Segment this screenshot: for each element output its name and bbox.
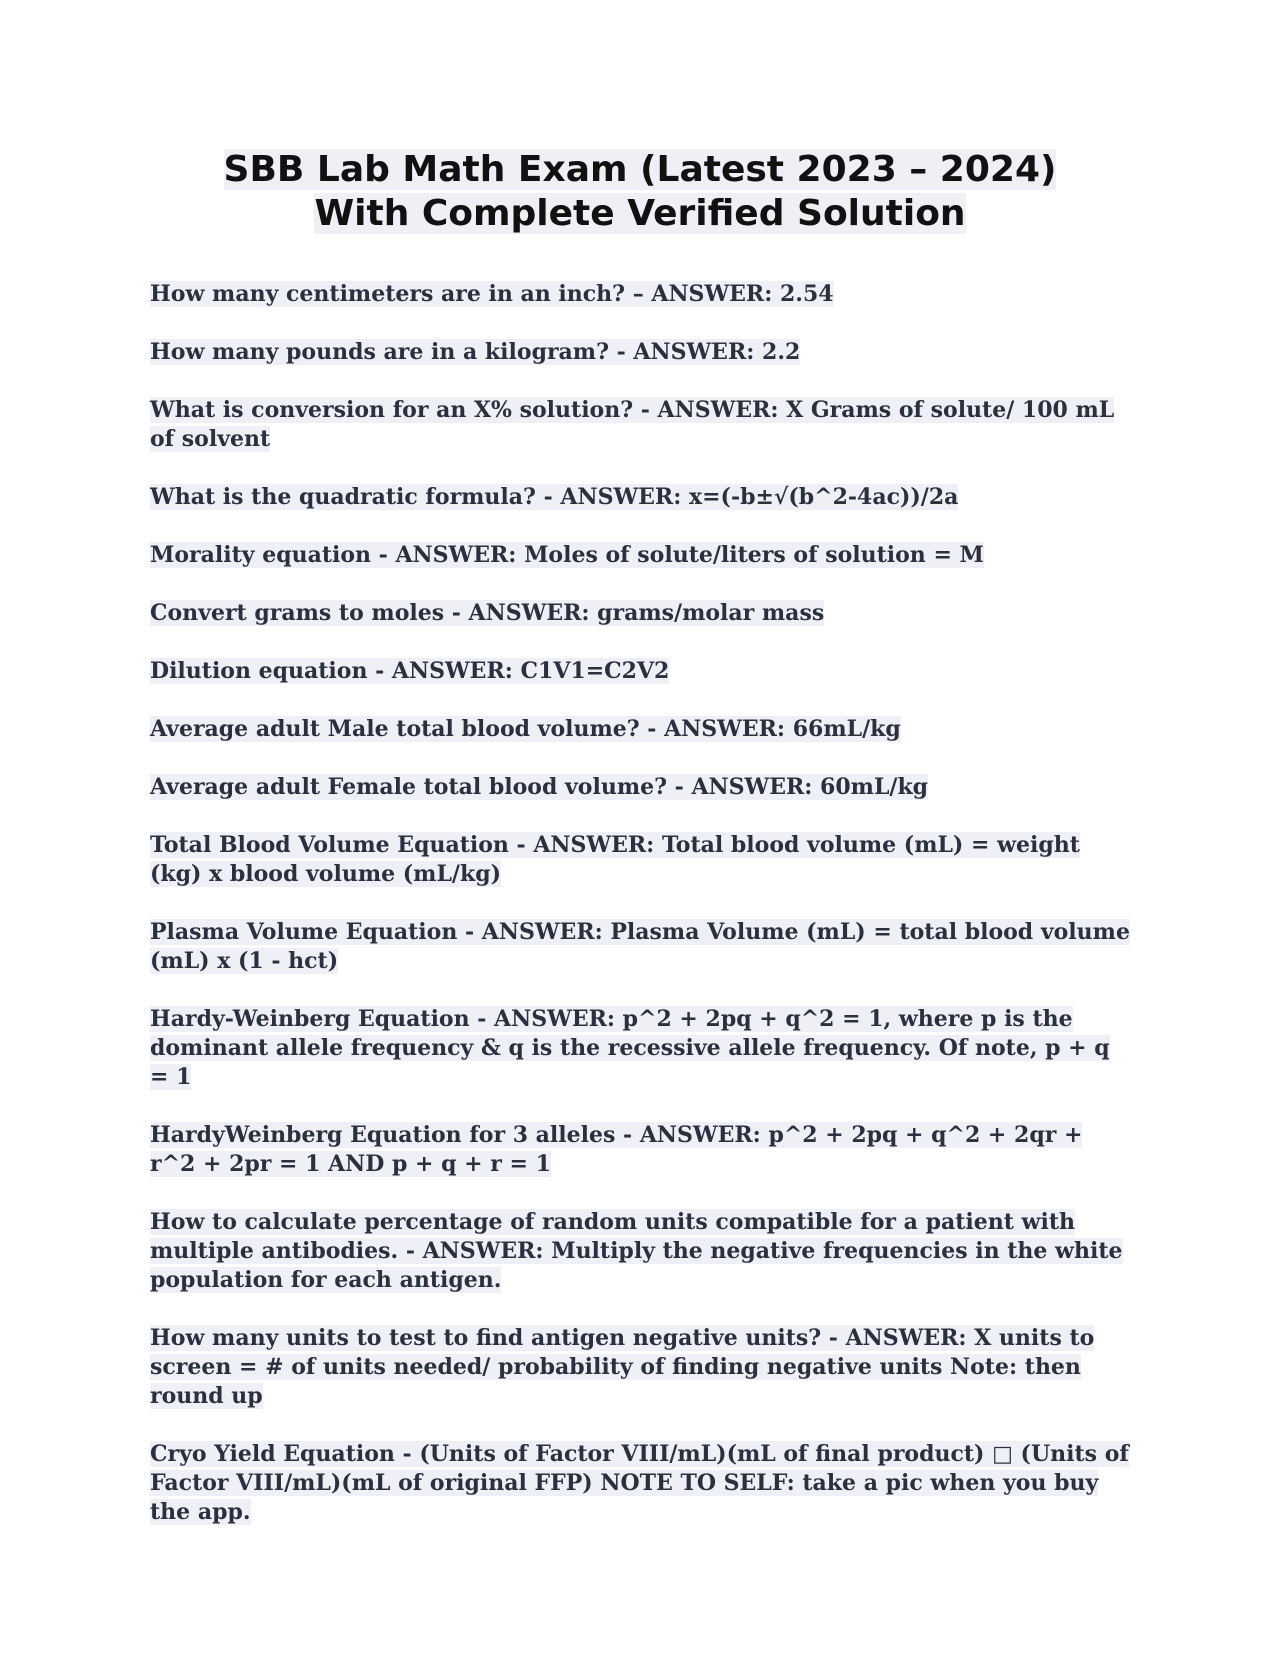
page-title <box>0 148 1280 236</box>
qa-item: HardyWeinberg Equation for 3 alleles - ANSWER: p^2 + 2pq + q^2 + 2qr + r^2 + 2pr = 1 AND p + q + r = 1 <box>150 1122 1083 1177</box>
qa-item: Plasma Volume Equation - ANSWER: Plasma Volume (mL) = total blood volume (mL) x (1 - hct) <box>150 919 1130 974</box>
qa-item: Hardy-Weinberg Equation - ANSWER: p^2 + 2pq + q^2 = 1, where p is the dominant allele frequency & q is the recessive allele frequency. Of note, p + q = 1 <box>150 1006 1110 1090</box>
qa-item: Dilution equation - ANSWER: C1V1=C2V2 <box>150 658 670 684</box>
qa-item: Morality equation - ANSWER: Moles of solute/liters of solution = M <box>150 542 984 568</box>
title-line-1: SBB Lab Math Exam (Latest 2023 – 2024) <box>223 149 1057 190</box>
qa-item: Cryo Yield Equation - (Units of Factor VIII/mL)(mL of final product) □ (Units of Factor VIII/mL)(mL of original FFP) NOTE TO SELF: take a pic when you buy the app. <box>150 1441 1129 1525</box>
qa-item: What is conversion for an X% solution? - ANSWER: X Grams of solute/ 100 mL of solvent <box>150 397 1115 452</box>
qa-item: Total Blood Volume Equation - ANSWER: Total blood volume (mL) = weight (kg) x blood volume (mL/kg) <box>150 832 1080 887</box>
qa-item: Average adult Male total blood volume? - ANSWER: 66mL/kg <box>150 716 901 742</box>
title-line-2: With Complete Verified Solution <box>314 193 966 234</box>
qa-item: Convert grams to moles - ANSWER: grams/molar mass <box>150 600 825 626</box>
qa-item: How many units to test to find antigen negative units? - ANSWER: X units to screen = # of units needed/ probability of finding negative units Note: then round up <box>150 1325 1095 1409</box>
qa-item: How to calculate percentage of random units compatible for a patient with multiple antibodies. - ANSWER: Multiply the negative frequencies in the white population for each antigen. <box>150 1209 1123 1293</box>
qa-item: Average adult Female total blood volume? - ANSWER: 60mL/kg <box>150 774 929 800</box>
qa-item: How many pounds are in a kilogram? - ANSWER: 2.2 <box>150 339 801 365</box>
question-answer-list <box>150 280 1130 1556</box>
qa-item: How many centimeters are in an inch? – ANSWER: 2.54 <box>150 281 834 307</box>
qa-item: What is the quadratic formula? - ANSWER: x=(-b±√(b^2-4ac))/2a <box>150 484 959 510</box>
